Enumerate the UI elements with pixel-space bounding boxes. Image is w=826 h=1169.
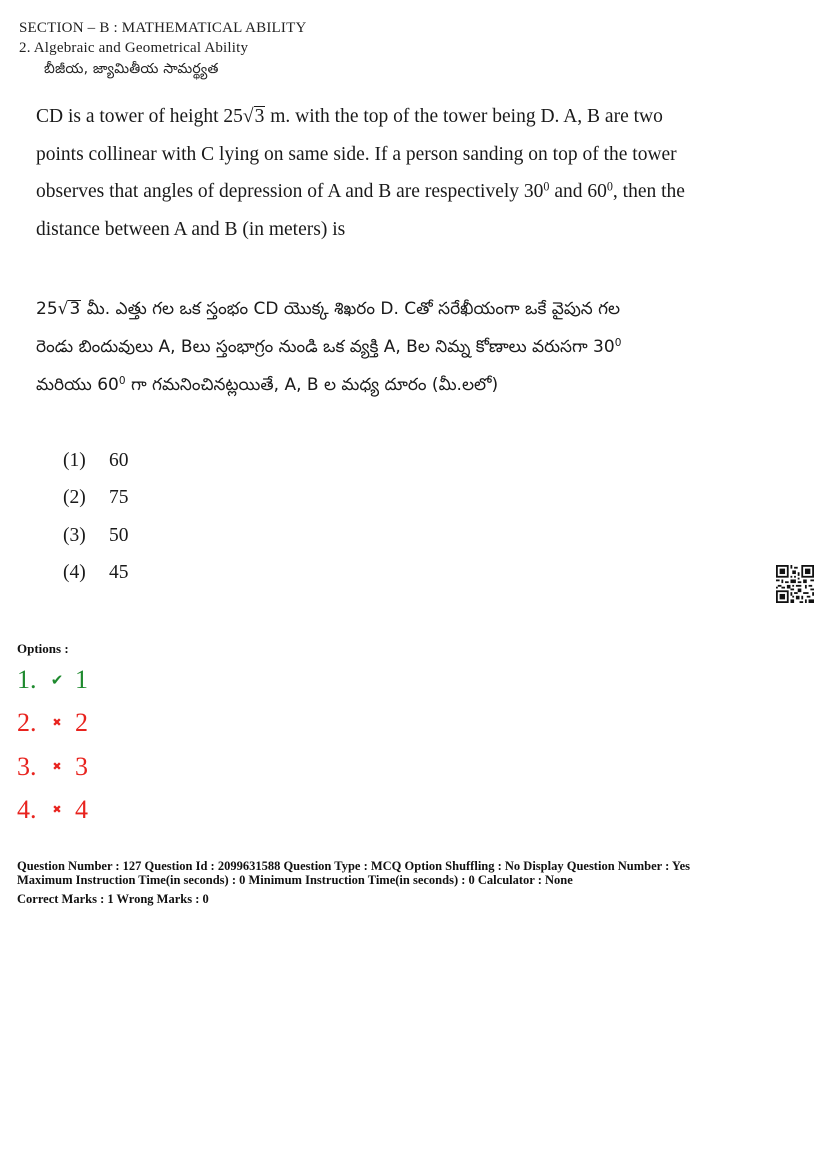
option-4[interactable]: 4. ✖ 4 (17, 795, 88, 824)
option-3[interactable]: 3. ✖ 3 (17, 752, 88, 781)
question-en-line-4: distance between A and B (in meters) is (36, 218, 346, 240)
question-marks: Correct Marks : 1 Wrong Marks : 0 (17, 892, 209, 906)
question-te-line-1: 25√3 మీ. ఎత్తు గల ఒక స్తంభం CD యొక్క శిఖరం D. Cతో సరేఖీయంగా ఒకే వైపున గల (36, 299, 621, 319)
cross-icon: ✖ (52, 803, 62, 816)
question-telugu (36, 290, 781, 404)
option-1[interactable]: 1. ✔ 1 (17, 665, 88, 694)
topic-title: 2. Algebraic and Geometrical Ability (19, 40, 249, 56)
cross-icon: ✖ (52, 716, 62, 729)
choice-4: (4) 45 (63, 562, 129, 583)
choice-2: (2) 75 (63, 487, 129, 508)
question-en-line-1: CD is a tower of height 25√3 m. with the top of the tower being D. A, B are two (36, 98, 781, 136)
question-meta-line-2: Maximum Instruction Time(in seconds) : 0 Minimum Instruction Time(in seconds) : 0 Calculator : None (17, 873, 573, 887)
question-en-line-2: points collinear with C lying on same side. If a person sanding on top of the tower (36, 143, 677, 165)
section-title: SECTION – B : MATHEMATICAL ABILITY (19, 20, 307, 36)
question-en-line-3: observes that angles of depression of A and B are respectively $30^0$ and $60^0$, then the (36, 179, 685, 202)
option-2[interactable]: 2. ✖ 2 (17, 708, 88, 737)
choice-3: (3) 50 (63, 525, 129, 546)
qr-code-icon (776, 565, 814, 603)
sqrt-symbol: √3 (242, 106, 265, 127)
topic-title-telugu: బీజీయ, జ్యామితీయ సామర్థ్యత (44, 61, 219, 77)
options-label: Options : (17, 641, 69, 656)
question-te-line-2: రెండు బిందువులు A, Bలు స్తంభాగ్రం నుండి ఒక వ్యక్తి A, Bల నిమ్న కోణాలు వరుసగా $30^0$ (36, 337, 622, 357)
choice-1: (1) 60 (63, 450, 129, 471)
question-te-line-3: మరియు $60^0$ గా గమనించినట్లయితే, A, B ల మధ్య దూరం (మీ.లలో) (36, 375, 499, 395)
check-icon: ✔ (50, 671, 64, 689)
question-english (36, 98, 781, 248)
cross-icon: ✖ (52, 760, 62, 773)
question-meta-line-1: Question Number : 127 Question Id : 2099631588 Question Type : MCQ Option Shuffling : No Display Question Number : Yes (17, 859, 690, 873)
